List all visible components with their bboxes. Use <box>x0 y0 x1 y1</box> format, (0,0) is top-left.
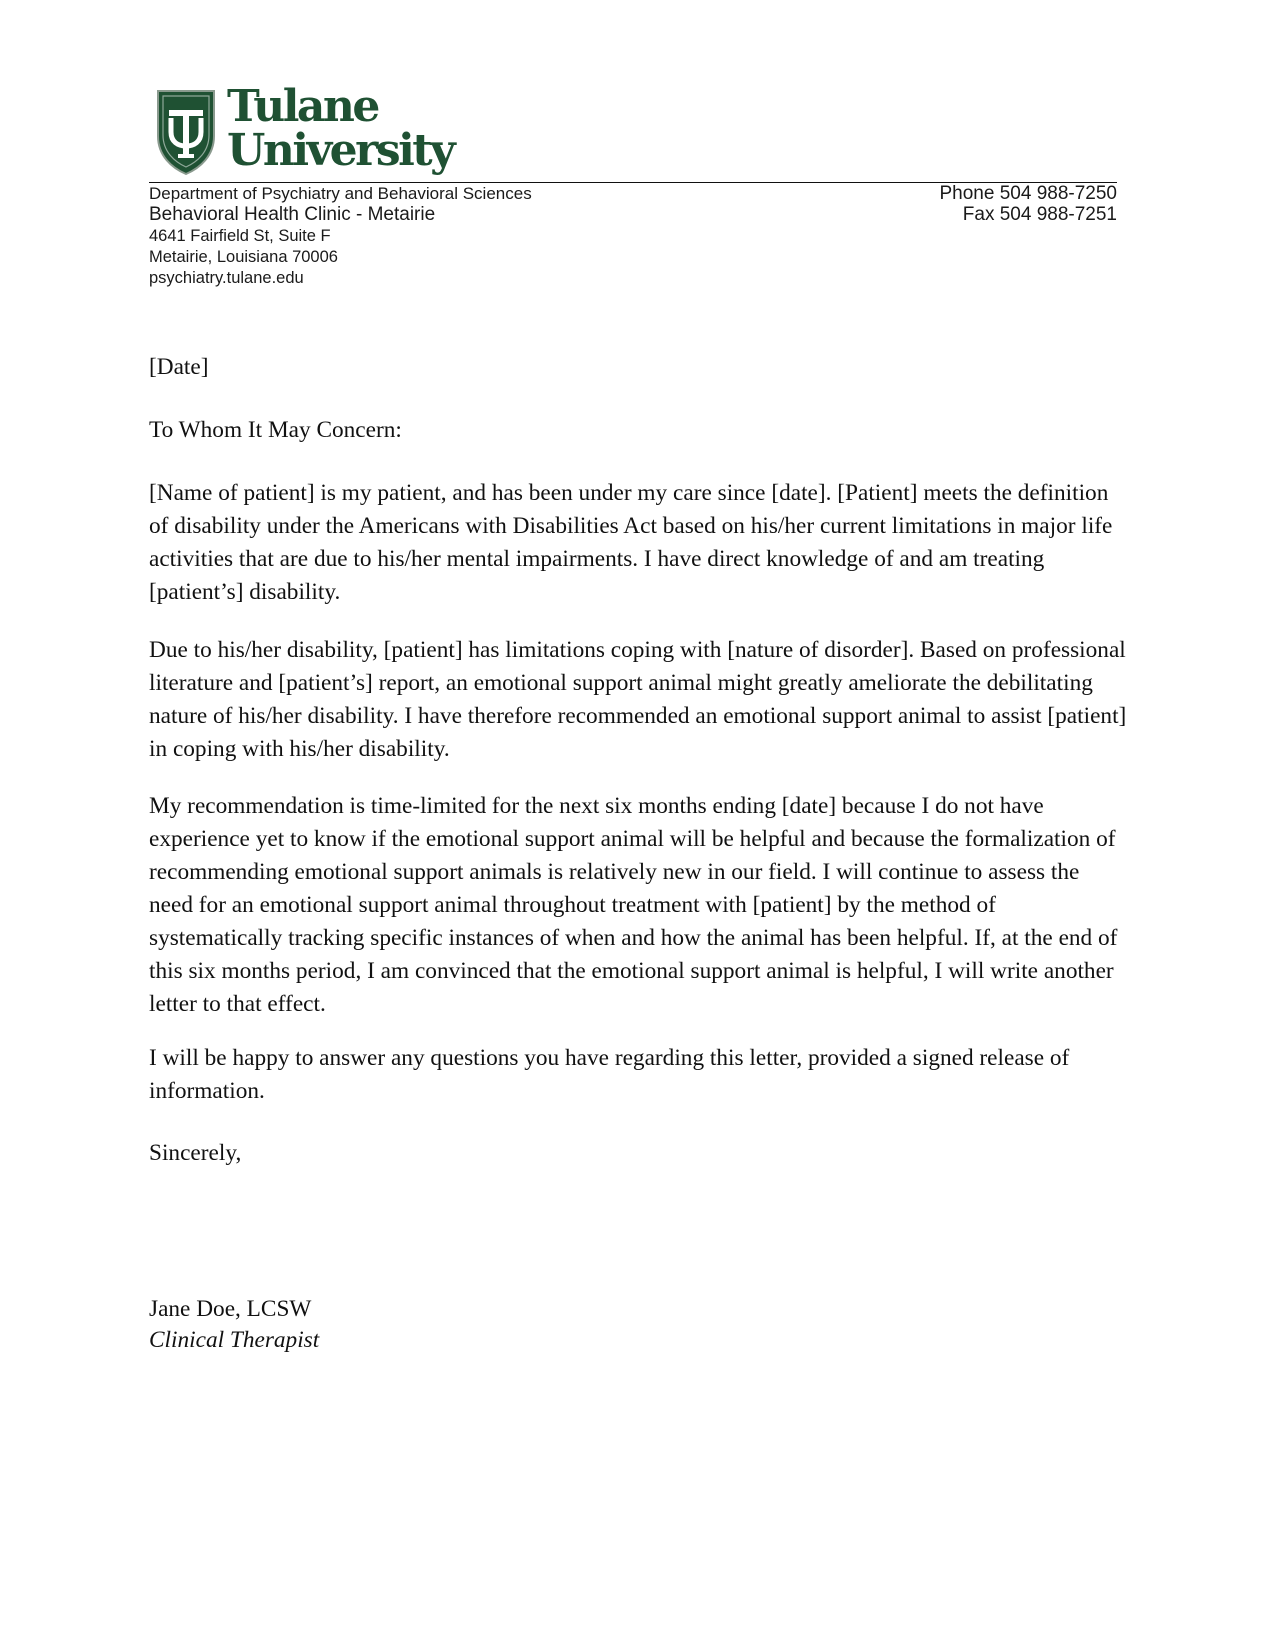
tulane-shield-icon <box>155 88 217 176</box>
paragraph-1: [Name of patient] is my patient, and has been under my care since [date]. [Patient] meets the definition of disability under the Americans with Disabilities Act based on his/her current limitations in major life activities that are due to his/her mental impairments. I have direct knowledge of and am treating [patient’s] disability. <box>149 480 1113 605</box>
signer-title: Clinical Therapist <box>149 1327 320 1353</box>
logo-line-1: Tulane <box>227 81 378 132</box>
tulane-wordmark <box>227 81 454 176</box>
contact-block <box>940 183 1118 225</box>
closing: Sincerely, <box>149 1140 242 1166</box>
fax-number: Fax 504 988-7251 <box>962 204 1117 225</box>
department-block <box>149 184 749 289</box>
phone-number: Phone 504 988-7250 <box>939 183 1117 204</box>
tulane-logo <box>155 81 454 182</box>
paragraph-3: My recommendation is time-limited for the next six months ending [date] because I do not have experience yet to know if the emotional support animal will be helpful and because the formalization of recommending emotional support animals is relatively new in our field. I will continue to assess the need for an emotional support animal throughout treatment with [patient] by the method of systematically tracking specific instances of when and how the animal has been helpful. If, at the end of this six months period, I am convinced that the emotional support animal is helpful, I will write another letter to that effect. <box>149 793 1118 1017</box>
paragraph-4: I will be happy to answer any questions you have regarding this letter, provided a signed release of information. <box>149 1045 1070 1104</box>
address-line-2: Metairie, Louisiana 70006 <box>149 248 338 266</box>
signer-name: Jane Doe, LCSW <box>149 1296 312 1322</box>
address-line-1: 4641 Fairfield St, Suite F <box>149 227 331 245</box>
letter-date: [Date] <box>149 354 209 380</box>
paragraph-2: Due to his/her disability, [patient] has limitations coping with [nature of disorder]. Based on professional literature and [patient’s] report, an emotional support animal might greatly ameliorate the debilitating nature of his/her disability. I have therefore recommended an emotional support animal to assist [patient] in coping with his/her disability. <box>149 637 1127 762</box>
website-link[interactable]: psychiatry.tulane.edu <box>149 269 304 287</box>
clinic-name: Behavioral Health Clinic - Metairie <box>149 204 436 225</box>
department-name: Department of Psychiatry and Behavioral Sciences <box>149 184 532 203</box>
salutation: To Whom It May Concern: <box>149 417 402 443</box>
logo-line-2: University <box>227 125 454 176</box>
